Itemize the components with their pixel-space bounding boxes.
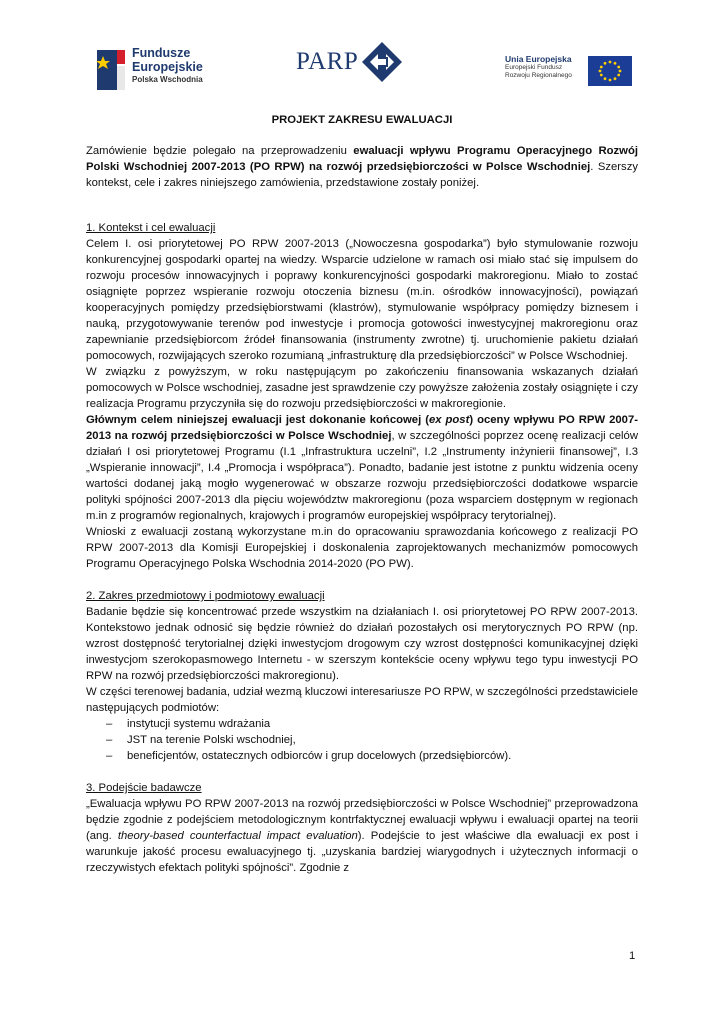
fe-logo-line1: Fundusze [132,46,191,60]
intro-text-1: Zamówienie będzie polegało na przeprowadzeniu [86,145,354,157]
section-1-goal-text: , w szczególności poprzez ocenę realizacji celów działań I osi priorytetowej Programu (I.1 „Infrastruktura uczelni”, I.2 „Instrumenty inżynierii finansowej”, I.3 „Wspieranie innowacji”, I.4 „Promocja i współpraca”). Ponadto, badanie jest istotne z punktu widzenia oceny wartości dodanej jaką mogło wygenerować w obszarze rozwoju przedsiębiorczości dodatkowe wsparcie polityki spójności 2007-2013 dla pięciu województw makroregionu (poza wsparciem dostępnym w regionach m.in z programów regionalnych, krajowych i programów europejskiej współpracy terytorialnej). [86,430,638,522]
section-1-goal-bold-2: ) oceny wpływu PO RPW 2007-2013 na rozwój przedsiębiorczości w Polsce Wschodniej [86,414,638,442]
list-item: – instytucji systemu wdrażania [106,716,638,732]
section-1-paragraph-1: Celem I. osi priorytetowej PO RPW 2007-2013 („Nowoczesna gospodarka”) było stymulowanie rozwoju konkurencyjnej gospodarki opartej na wiedzy. Wsparcie udzielone w ramach osi miało stać się impulsem do rozwoju procesów innowacyjnych i poprawy konkurencyjności gospodarki makroregionu. Miało to zostać osiągnięte poprzez wspieranie rozwoju otoczenia biznesu (m.in. ośrodków innowacyjności), powiązań kooperacyjnych pomiędzy przedsiębiorstwami (klastrów), stymulowanie współpracy pomiędzy biznesem i nauką, przygotowywanie terenów pod inwestycje i promocja gotowości inwestycyjnej makroregionu oraz zapewnianie przedsiębiorcom źródeł finansowania (instrumenty zwrotne) tj. uruchomienie pakietu działań pomocowych, rozwijających szeroko rozumianą „infrastrukturę dla przedsiębiorczości” w Polsce Wschodniej. [86,238,638,362]
parp-logo [296,40,408,84]
document-body [86,112,638,876]
section-2-paragraph-1: Badanie będzie się koncentrować przede wszystkim na działaniach I. osi priorytetowej PO RPW 2007-2013. Kontekstowo jednak odnosić się będzie również do działań pozostałych osi merytorycznych PO RPW (np. wzrost dostępność terytorialnej dzięki inwestycjom drogowym czy wzrost dostępności komunikacyjnej dzięki inwestycjom szerokopasmowego Internetu - w szerszym kontekście oceny wpływu tego typu inwestycji PO RPW na rozwój przedsiębiorczości makroregionu). [86,606,638,682]
eu-logo-line3: Rozwoju Regionalnego [505,72,572,79]
page-header [0,0,725,100]
eu-flag-icon [588,56,632,86]
section-3-italic-term: theory-based counterfactual impact evaluation [117,830,358,842]
section-1-heading: 1. Kontekst i cel ewaluacji [86,222,216,234]
eu-logo-line2: Europejski Fundusz [505,64,563,71]
section-1-goal-italic: ex post [428,414,470,426]
fundusze-europejskie-logo [95,44,215,100]
page-number: 1 [629,950,636,962]
section-3-heading: 3. Podejście badawcze [86,782,202,794]
intro-paragraph [86,143,638,191]
section-3-text-1: „Ewaluacja wpływu PO RPW 2007-2013 na rozwój przedsiębiorczości w Polsce Wschodniej” przeprowadzona będzie zgodnie z podejściem metodologicznym kontrfaktycznej ewaluacji wpływu i ewaluacji opartej na teorii (ang. [86,798,638,842]
section-3-paragraph-1 [86,796,638,876]
fe-logo-line2: Europejskie [132,60,203,74]
section-1-paragraph-2: W związku z powyższym, w roku następującym po zakończeniu finansowania wskazanych działań pomocowych w Polsce wschodniej, zasadne jest sprawdzenie czy powyższe założenia zostały osiągnięte i czy realizacja Programu przyczyniła się do rozwoju przedsiębiorczości w makroregionie. [86,366,638,410]
section-2-paragraph-2: W części terenowej badania, udział wezmą kluczowi interesariusze PO RPW, w szczególności przedstawiciele następujących podmiotów: [86,686,638,714]
stakeholder-list [86,716,638,764]
parp-arrows-icon [362,42,402,82]
parp-logo-text: PARP [296,48,359,75]
section-1-paragraph-4: Wnioski z ewaluacji zostaną wykorzystane m.in do opracowaniu sprawozdania końcowego z realizacji PO RPW 2007-2013 dla Komisji Europejskiej i doskonalenia zaprojektowanych mechanizmów pomocowych Programu Operacyjnego Polska Wschodnia 2014-2020 (PO PW). [86,526,638,570]
fundusze-europejskie-mark-icon [95,46,127,92]
list-item: – JST na terenie Polski wschodniej, [106,732,638,748]
list-item: – beneficjentów, ostatecznych odbiorców i grup docelowych (przedsiębiorców). [106,748,638,764]
unia-europejska-logo [505,52,635,92]
section-3-text-2: ). Podejście to jest właściwe dla ewaluacji ex post i warunkuje jakość procesu ewaluacyjnego tj. „uzyskania bardziej wiarygodnych i użytecznych informacji o rzeczywistych efektach polityki spójności”. Zgodnie z [86,830,638,874]
eu-logo-line1: Unia Europejska [505,54,572,64]
intro-bold: ewaluacji wpływu Programu Operacyjnego Rozwój Polski Wschodniej 2007-2013 (PO RPW) na rozwój przedsiębiorczości w Polsce Wschodniej [86,145,638,173]
fe-logo-line3: Polska Wschodnia [132,75,203,84]
section-1-paragraph-3 [86,412,638,524]
section-2-heading: 2. Zakres przedmiotowy i podmiotowy ewaluacji [86,590,325,602]
intro-text-2: . Szerszy kontekst, cele i zakres niniejszego zamówienia, przedstawione zostały poniżej. [86,161,639,189]
section-1-goal-bold-1: Głównym celem niniejszej ewaluacji jest dokonanie końcowej ( [86,414,429,426]
document-title: PROJEKT ZAKRESU EWALUACJI [271,114,453,126]
